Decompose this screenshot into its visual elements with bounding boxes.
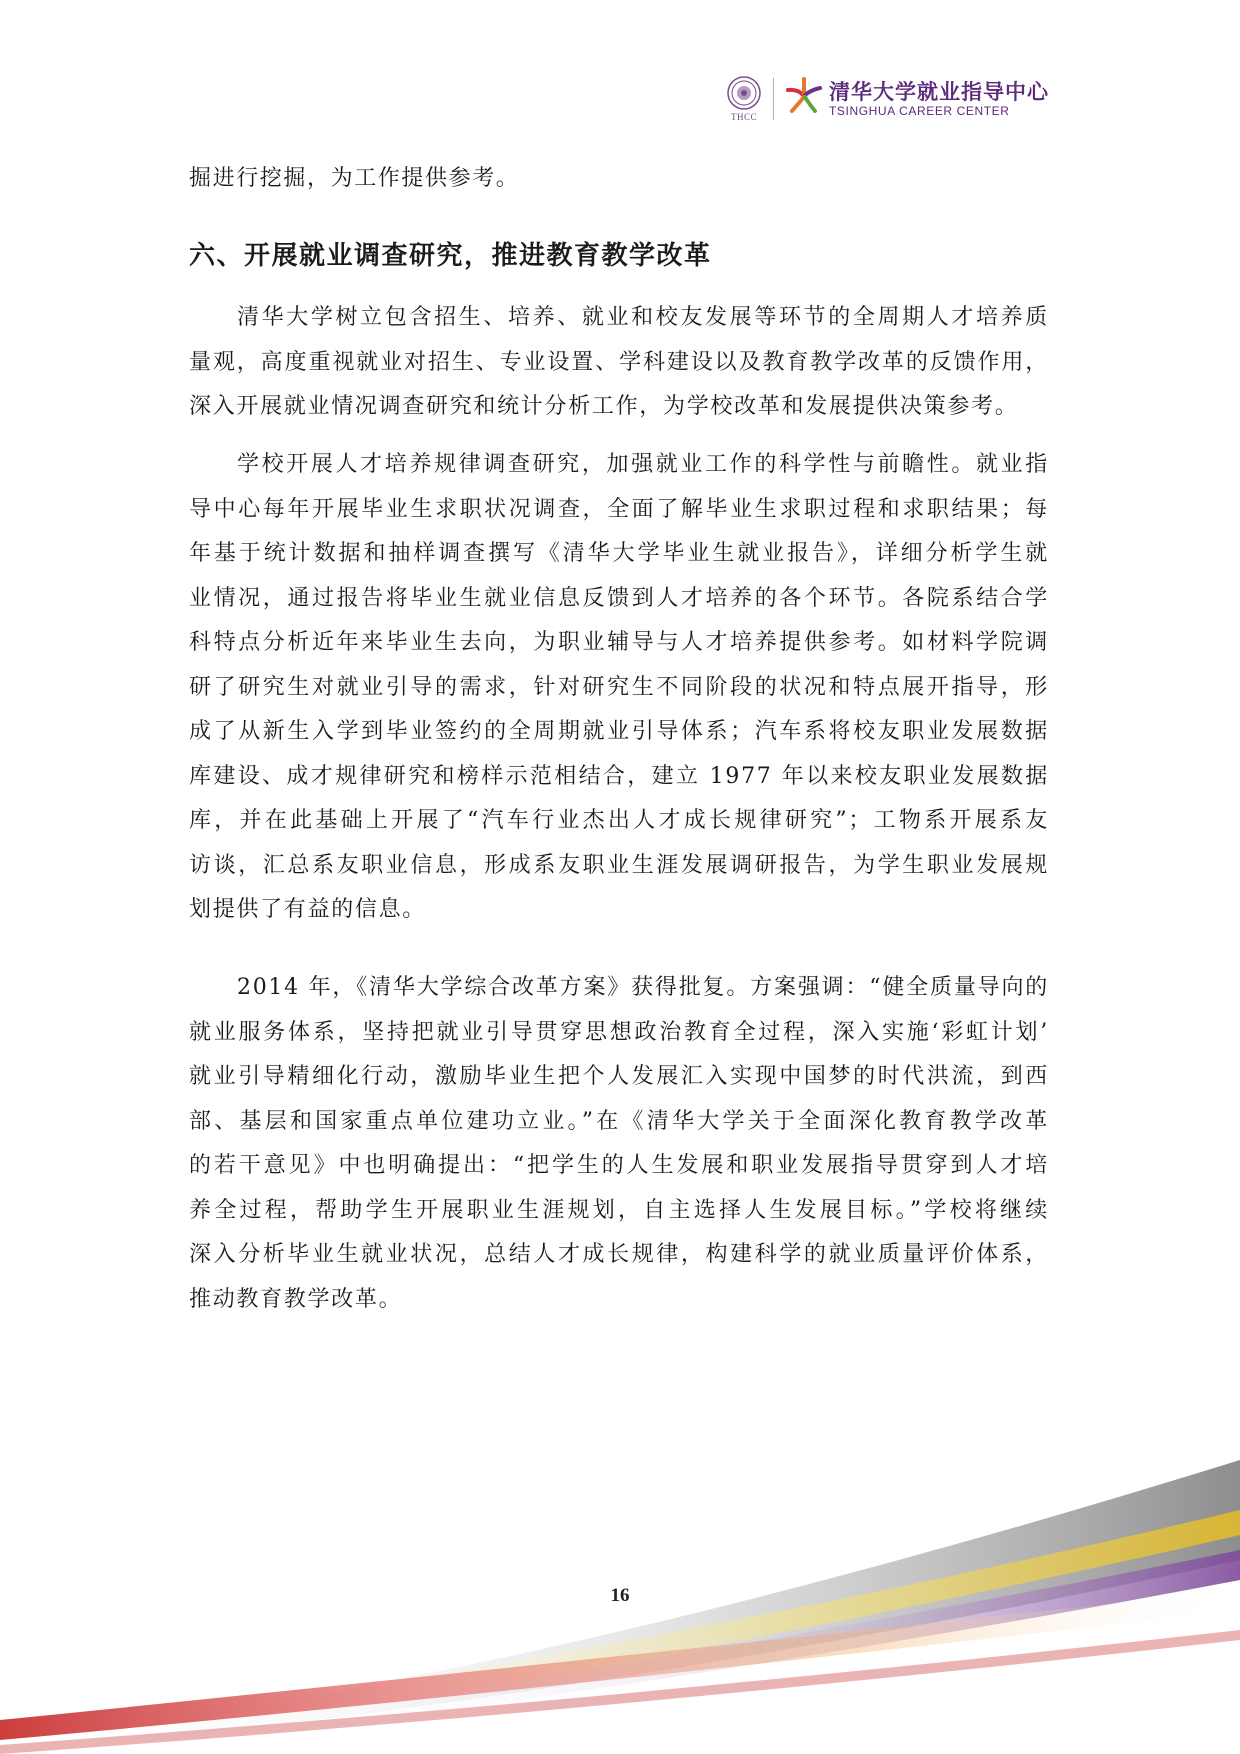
paragraph-line: 科特点分析近年来毕业生去向，为职业辅导与人才培养提供参考。如材料学院调 — [189, 630, 1049, 655]
paragraph-line: 部、基层和国家重点单位建功立业。”在《清华大学关于全面深化教育教学改革 — [189, 1108, 1049, 1134]
paragraph-line: 2014 年，《清华大学综合改革方案》获得批复。方案强调：“健全质量导向的 — [237, 975, 1049, 1000]
carryover-text: 掘进行挖掘，为工作提供参考。 — [189, 166, 520, 191]
paragraph-2 — [189, 443, 1049, 933]
paragraph-line: 导中心每年开展毕业生求职状况调查，全面了解毕业生求职过程和求职结果；每 — [189, 496, 1049, 522]
paragraph-line: 养全过程，帮助学生开展职业生涯规划，自主选择人生发展目标。”学校将继续 — [189, 1197, 1049, 1223]
paragraph-line: 划提供了有益的信息。 — [189, 897, 427, 922]
seal-caption: THCC — [730, 112, 757, 122]
career-center-star-icon — [784, 76, 824, 116]
paragraph-line: 就业服务体系，坚持把就业引导贯穿思想政治教育全过程，深入实施‘彩虹计划’ — [189, 1019, 1049, 1045]
paragraph-line: 库，并在此基础上开展了“汽车行业杰出人才成长规律研究”；工物系开展系友 — [189, 808, 1049, 833]
paragraph-line: 深入分析毕业生就业状况，总结人才成长规律，构建科学的就业质量评价体系， — [189, 1242, 1049, 1267]
paragraph-line: 年基于统计数据和抽样调查撰写《清华大学毕业生就业报告》，详细分析学生就 — [189, 541, 1049, 566]
header-logo — [727, 72, 1047, 128]
paragraph-line: 推动教育教学改革。 — [189, 1286, 403, 1312]
paragraph-line: 深入开展就业情况调查研究和统计分析工作，为学校改革和发展提供决策参考。 — [189, 394, 1019, 419]
university-seal-icon — [727, 76, 761, 110]
paragraph-line: 量观，高度重视就业对招生、专业设置、学科建设以及教育教学改革的反馈作用， — [189, 349, 1049, 375]
paragraph-line: 研了研究生对就业引导的需求，针对研究生不同阶段的状况和特点展开指导，形 — [189, 674, 1049, 700]
paragraph-line: 业情况，通过报告将毕业生就业信息反馈到人才培养的各个环节。各院系结合学 — [189, 585, 1049, 611]
center-name-english: TSINGHUA CAREER CENTER — [829, 104, 1010, 118]
center-name-chinese: 清华大学就业指导中心 — [829, 80, 1049, 104]
section-heading: 六、开展就业调查研究，推进教育教学改革 — [189, 241, 712, 271]
paragraph-line: 学校开展人才培养规律调查研究，加强就业工作的科学性与前瞻性。就业指 — [237, 452, 1049, 477]
paragraph-line: 清华大学树立包含招生、培养、就业和校友发展等环节的全周期人才培养质 — [237, 305, 1049, 330]
paragraph-line: 成了从新生入学到毕业签约的全周期就业引导体系；汽车系将校友职业发展数据 — [189, 719, 1049, 744]
paragraph-line: 就业引导精细化行动，激励毕业生把个人发展汇入实现中国梦的时代洪流，到西 — [189, 1064, 1049, 1089]
paragraph-1 — [189, 296, 1049, 430]
paragraph-line: 库建设、成才规律研究和榜样示范相结合，建立 1977 年以来校友职业发展数据 — [189, 763, 1049, 789]
page-number: 16 — [610, 1585, 630, 1606]
paragraph-line: 访谈，汇总系友职业信息，形成系友职业生涯发展调研报告，为学生职业发展规 — [189, 852, 1049, 878]
paragraph-3 — [189, 966, 1049, 1322]
paragraph-line: 的若干意见》中也明确提出：“把学生的人生发展和职业发展指导贯穿到人才培 — [189, 1153, 1049, 1178]
header-divider — [773, 78, 774, 120]
